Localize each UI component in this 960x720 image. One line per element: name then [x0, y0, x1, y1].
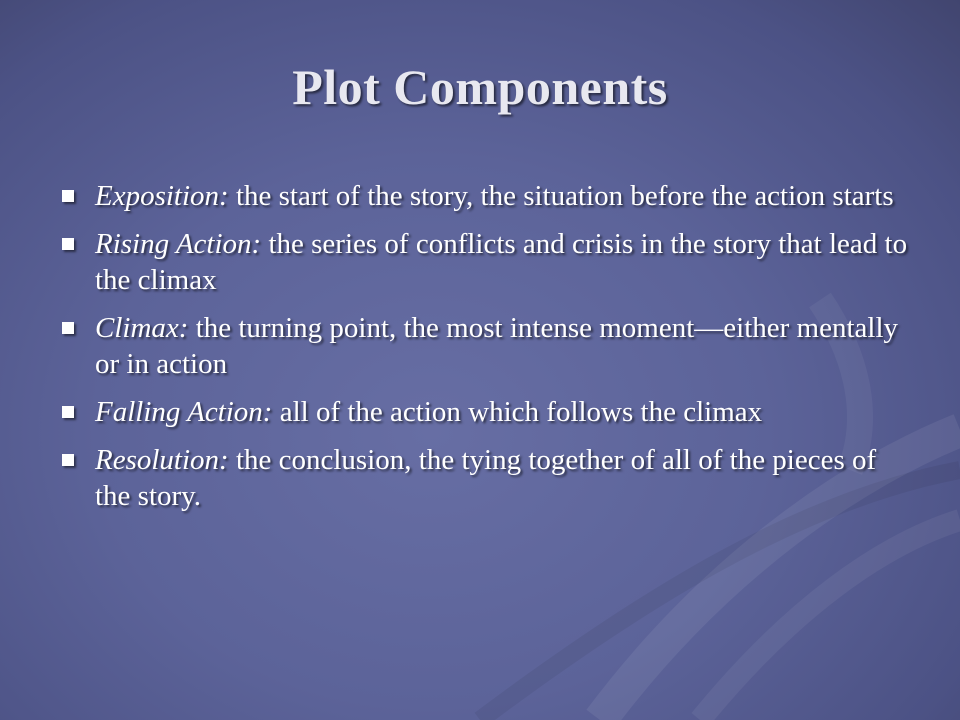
- bullet-term: Resolution:: [95, 444, 229, 476]
- slide-title: Plot Components: [292, 59, 668, 115]
- bullet-text: the start of the story, the situation before the action starts: [228, 180, 894, 212]
- bullet-list: [62, 178, 912, 526]
- bullet-term: Exposition:: [95, 180, 229, 212]
- square-bullet-icon: [62, 454, 74, 466]
- bullet-item-exposition: [62, 178, 912, 214]
- bullet-text: the series of conflicts and crisis in the story that lead to the climax: [95, 228, 908, 296]
- bullet-item-rising-action: [62, 226, 912, 298]
- square-bullet-icon: [62, 322, 74, 334]
- bullet-term: Climax:: [95, 312, 189, 344]
- bullet-term: Rising Action:: [95, 228, 262, 260]
- bullet-text: the conclusion, the tying together of all of the pieces of the story.: [95, 444, 877, 512]
- bullet-text: the turning point, the most intense moment—either mentally or in action: [95, 312, 899, 380]
- square-bullet-icon: [62, 406, 74, 418]
- square-bullet-icon: [62, 238, 74, 250]
- bullet-item-climax: [62, 310, 912, 382]
- square-bullet-icon: [62, 190, 74, 202]
- bullet-term: Falling Action:: [95, 396, 273, 428]
- bullet-text: all of the action which follows the climax: [272, 396, 763, 428]
- bullet-item-resolution: [62, 442, 912, 514]
- bullet-item-falling-action: [62, 394, 912, 430]
